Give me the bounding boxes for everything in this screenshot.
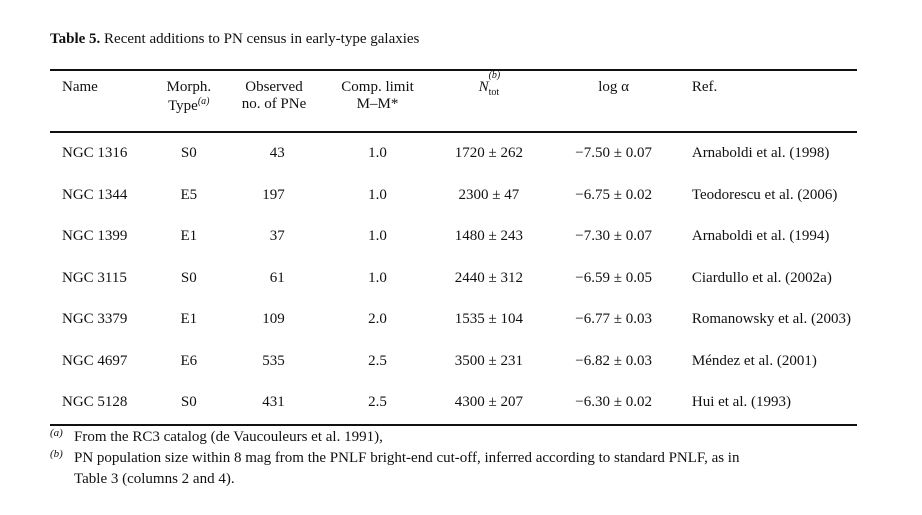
cell-log-alpha: −6.77 ± 0.03 (575, 311, 652, 328)
cell-log-alpha: −6.75 ± 0.02 (575, 186, 652, 203)
cell-ntot: 1535 ± 104 (454, 311, 523, 328)
cell-morph: E5 (180, 186, 198, 203)
table-row (50, 216, 857, 258)
cell-comp: 1.0 (368, 145, 387, 162)
cell-observed: 37 (269, 228, 285, 245)
cell-morph: E6 (180, 352, 198, 369)
footnote-b-mark: (b) (50, 448, 63, 460)
header-comp-limit: Comp. limit M–M* (325, 70, 431, 132)
footnote-b (50, 448, 774, 490)
cell-ref: Ciardullo et al. (2002a) (691, 269, 832, 286)
cell-observed: 61 (269, 269, 285, 286)
cell-log-alpha: −6.59 ± 0.05 (575, 269, 652, 286)
table-row (50, 299, 857, 341)
cell-morph: S0 (180, 269, 197, 286)
header-log-alpha: log α (547, 70, 679, 132)
cell-name: NGC 1344 (62, 186, 128, 203)
cell-name: NGC 5128 (50, 382, 154, 425)
cell-comp: 1.0 (368, 269, 387, 286)
cell-observed: 109 (262, 311, 285, 328)
cell-name: NGC 3115 (62, 269, 127, 286)
cell-comp: 2.5 (325, 382, 431, 425)
header-morph-footnote-mark: (a) (197, 96, 210, 107)
footnote-a-text: From the RC3 catalog (de Vaucouleurs et al. 1991), (74, 429, 383, 445)
cell-comp: 1.0 (368, 186, 387, 203)
header-name: Name (50, 70, 154, 132)
cell-ref: Romanowsky et al. (2003) (691, 311, 851, 328)
cell-morph: S0 (180, 145, 197, 162)
cell-log-alpha: −6.30 ± 0.02 (547, 382, 679, 425)
cell-comp: 2.0 (368, 311, 387, 328)
cell-log-alpha: −7.50 ± 0.07 (575, 145, 652, 162)
table-caption (50, 31, 419, 48)
cell-ref: Arnaboldi et al. (1998) (691, 145, 830, 162)
table-header-row (50, 70, 857, 132)
cell-ref: Hui et al. (1993) (680, 382, 857, 425)
cell-ref: Arnaboldi et al. (1994) (691, 228, 830, 245)
cell-ref: Méndez et al. (2001) (691, 352, 817, 369)
header-ref: Ref. (680, 70, 857, 132)
cell-morph: S0 (154, 382, 223, 425)
table-caption-label: Table 5. (50, 31, 101, 47)
table-row (50, 341, 857, 383)
cell-observed: 535 (262, 352, 285, 369)
cell-ntot: 4300 ± 207 (430, 382, 547, 425)
pn-census-table (50, 69, 857, 426)
cell-observed: 197 (262, 186, 285, 203)
cell-log-alpha: −6.82 ± 0.03 (575, 352, 652, 369)
footnote-b-text: PN population size within 8 mag from the PNLF bright-end cut-off, inferred according to standard PNLF, as in Table 3 (columns 2 and 4). (74, 450, 740, 487)
table-row (50, 258, 857, 300)
cell-observed: 431 (223, 382, 324, 425)
cell-name: NGC 1399 (62, 228, 128, 245)
cell-ntot: 1480 ± 243 (454, 228, 523, 245)
table-caption-text: Recent additions to PN census in early-type galaxies (104, 31, 420, 47)
footnote-a-mark: (a) (50, 427, 63, 439)
cell-ref: Teodorescu et al. (2006) (691, 186, 838, 203)
table-row (50, 132, 857, 175)
header-ntot: N (b) $_{tot}$ (430, 70, 547, 132)
cell-name: NGC 4697 (62, 352, 128, 369)
cell-name: NGC 3379 (62, 311, 128, 328)
cell-morph: E1 (180, 311, 198, 328)
cell-name: NGC 1316 (62, 145, 128, 162)
cell-log-alpha: −7.30 ± 0.07 (575, 228, 652, 245)
cell-morph: E1 (180, 228, 198, 245)
table-row (50, 382, 857, 425)
cell-ntot: 2440 ± 312 (454, 269, 523, 286)
cell-comp: 2.5 (368, 352, 387, 369)
header-morph-type: Morph. Type$^{(a)}$ (154, 70, 223, 132)
cell-ntot: 1720 ± 262 (454, 145, 523, 162)
header-observed: Observed no. of PNe (223, 70, 324, 132)
table-row (50, 175, 857, 217)
cell-observed: 43 (269, 145, 285, 162)
header-ntot-footnote-mark: (b) (488, 70, 501, 81)
footnote-a (50, 427, 774, 448)
cell-ntot: 3500 ± 231 (454, 352, 523, 369)
cell-comp: 1.0 (368, 228, 387, 245)
table-footnotes (50, 427, 774, 490)
cell-ntot: 2300 ± 47 (458, 186, 520, 203)
